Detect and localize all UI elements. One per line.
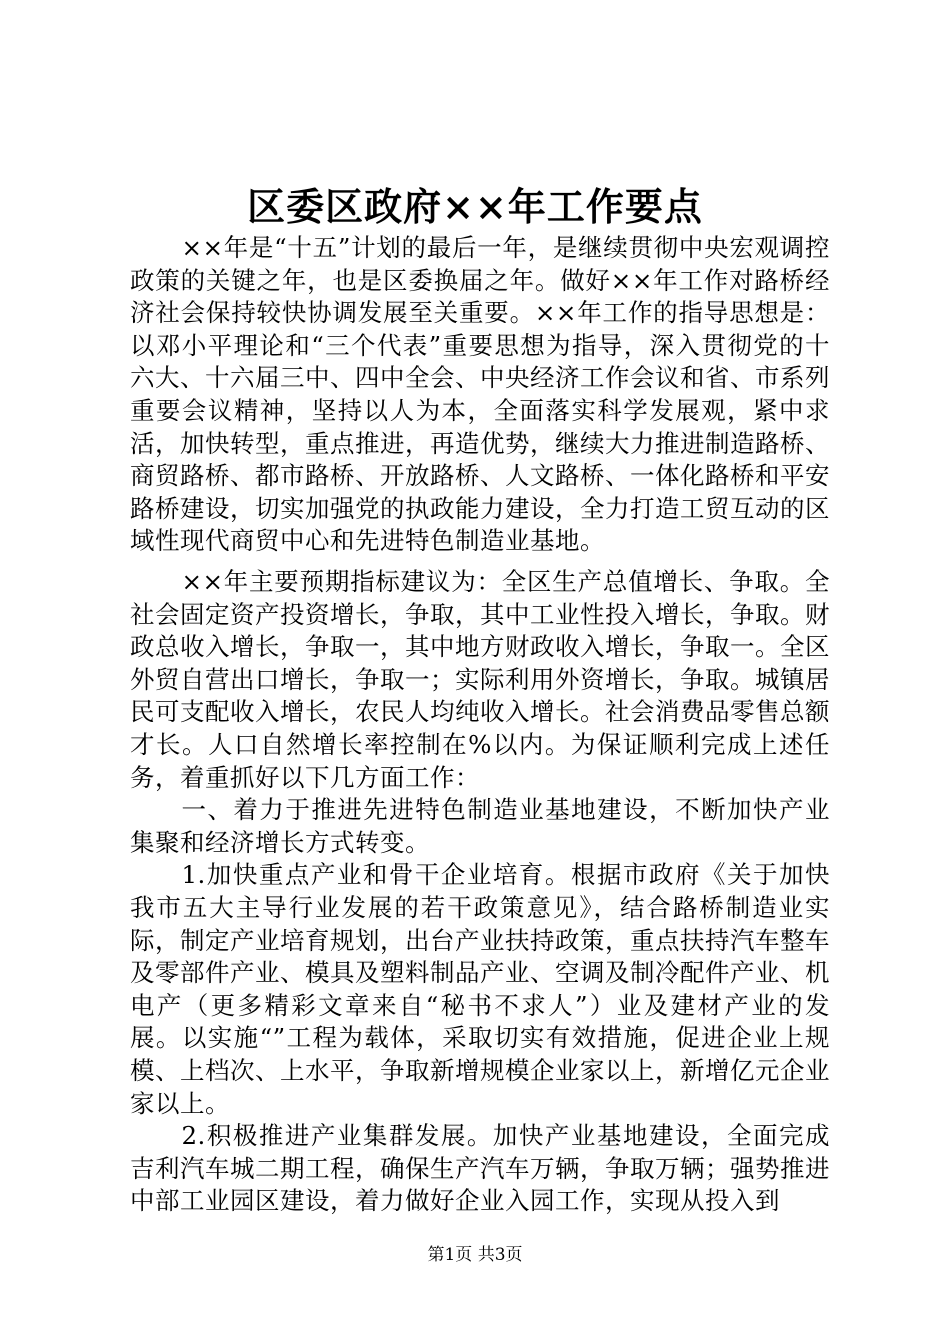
paragraph-item-2: 2.积极推进产业集群发展。加快产业基地建设，全面完成吉利汽车城二期工程，确保生产汽车万辆，争取万辆；强势推进中部工业园区建设，着力做好企业入园工作，实现从投入到 [130,1121,830,1216]
paragraph-guiding-ideology: ××年是“十五”计划的最后一年，是继续贯彻中央宏观调控政策的关键之年，也是区委换届之年。做好××年工作对路桥经济社会保持较快协调发展至关重要。××年工作的指导思想是：以邓小平理论和“三个代表”重要思想为指导，深入贯彻党的十六大、十六届三中、四中全会、中央经济工作会议和省、市系列重要会议精神，坚持以人为本，全面落实科学发展观，紧中求活，加快转型，重点推进，再造优势，继续大力推进制造路桥、商贸路桥、都市路桥、开放路桥、人文路桥、一体化路桥和平安路桥建设，切实加强党的执政能力建设，全力打造工贸互动的区域性现代商贸中心和先进特色制造业基地。 [130,233,830,556]
paragraph-key-indicators: ××年主要预期指标建议为：全区生产总值增长、争取。全社会固定资产投资增长，争取，其中工业性投入增长，争取。财政总收入增长，争取一，其中地方财政收入增长，争取一。全区外贸自营出口增长，争取一；实际利用外资增长，争取。城镇居民可支配收入增长，农民人均纯收入增长。社会消费品零售总额才长。人口自然增长率控制在%以内。为保证顺利完成上述任务，着重抓好以下几方面工作： [130,567,830,792]
section-heading-1: 一、着力于推进先进特色制造业基地建设，不断加快产业集聚和经济增长方式转变。 [130,795,830,857]
document-title: 区委区政府××年工作要点 [247,184,703,229]
main-body [130,566,830,1218]
page-footer: 第1页 共3页 [427,1245,523,1265]
paragraph-item-1: 1.加快重点产业和骨干企业培育。根据市政府《关于加快我市五大主导行业发展的若干政策意见》，结合路桥制造业实际，制定产业培育规划，出台产业扶持政策，重点扶持汽车整车及零部件产业、模具及塑料制品产业、空调及制冷配件产业、机电产（更多精彩文章来自“秘书不求人”）业及建材产业的发展。以实施“”工程为载体，采取切实有效措施，促进企业上规模、上档次、上水平，争取新增规模企业家以上，新增亿元企业家以上。 [130,860,830,1118]
